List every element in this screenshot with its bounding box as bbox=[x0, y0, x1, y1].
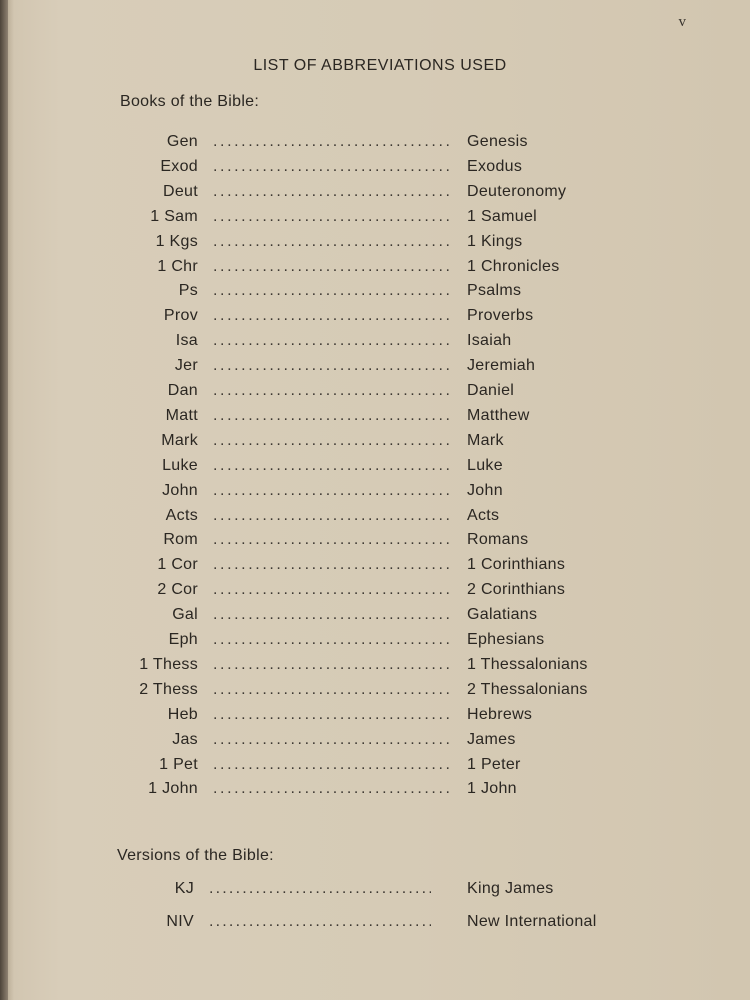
book-row bbox=[0, 731, 750, 753]
abbreviation: 1 Sam bbox=[150, 207, 198, 225]
dot-leader bbox=[213, 282, 449, 300]
abbreviation: 2 Cor bbox=[157, 581, 198, 599]
abbreviation: Jas bbox=[172, 730, 198, 748]
full-name: Luke bbox=[467, 456, 503, 474]
page-number: v bbox=[678, 14, 686, 30]
full-name: James bbox=[467, 730, 516, 748]
book-row bbox=[0, 158, 750, 180]
dot-leader bbox=[213, 581, 449, 599]
page-title: LIST OF ABBREVIATIONS USED bbox=[253, 57, 507, 74]
dot-leader bbox=[213, 631, 449, 649]
abbreviation: John bbox=[162, 481, 198, 499]
dot-leader bbox=[213, 756, 449, 774]
book-row bbox=[0, 457, 750, 479]
abbreviation: 2 Thess bbox=[139, 680, 198, 698]
dot-leader bbox=[213, 158, 449, 176]
book-row bbox=[0, 656, 750, 678]
abbreviation: Luke bbox=[162, 456, 198, 474]
book-row bbox=[0, 432, 750, 454]
abbreviation: Deut bbox=[163, 182, 198, 200]
dot-leader bbox=[213, 780, 449, 798]
dot-leader bbox=[209, 880, 431, 898]
books-section-label: Books of the Bible: bbox=[120, 93, 260, 110]
dot-leader bbox=[213, 482, 449, 500]
full-name: Romans bbox=[467, 531, 529, 549]
full-name: John bbox=[467, 481, 503, 499]
book-row bbox=[0, 332, 750, 354]
full-name: Proverbs bbox=[467, 307, 534, 325]
dot-leader bbox=[213, 233, 449, 251]
full-name: 1 John bbox=[467, 780, 517, 798]
book-row bbox=[0, 282, 750, 304]
versions-section-label: Versions of the Bible: bbox=[117, 847, 274, 864]
book-row bbox=[0, 482, 750, 504]
abbreviation: Exod bbox=[160, 157, 198, 175]
full-name: Mark bbox=[467, 431, 504, 449]
abbreviation: Gal bbox=[172, 606, 198, 624]
abbreviation: Dan bbox=[167, 382, 198, 399]
full-name: Matthew bbox=[467, 406, 530, 424]
book-row bbox=[0, 357, 750, 379]
full-name: Psalms bbox=[467, 282, 522, 300]
dot-leader bbox=[213, 556, 449, 574]
dot-leader bbox=[209, 913, 431, 931]
full-name: Daniel bbox=[467, 382, 515, 399]
full-name: Hebrews bbox=[467, 705, 533, 723]
full-name: 1 Thessalonians bbox=[467, 655, 588, 673]
dot-leader bbox=[213, 706, 449, 724]
full-name: Exodus bbox=[467, 157, 523, 175]
dot-leader bbox=[213, 606, 449, 624]
dot-leader bbox=[213, 307, 449, 325]
book-row bbox=[0, 507, 750, 529]
full-name: Galatians bbox=[467, 606, 538, 624]
book-row bbox=[0, 706, 750, 728]
book-row bbox=[0, 531, 750, 553]
dot-leader bbox=[213, 133, 449, 151]
abbreviation: Rom bbox=[163, 531, 198, 549]
full-name: 1 Peter bbox=[467, 755, 521, 773]
book-row bbox=[0, 258, 750, 280]
full-name: Isaiah bbox=[467, 332, 512, 350]
book-row bbox=[0, 307, 750, 329]
full-name: 1 Corinthians bbox=[467, 556, 566, 574]
full-name: Genesis bbox=[467, 133, 528, 150]
dot-leader bbox=[213, 332, 449, 350]
book-row bbox=[0, 133, 750, 155]
book-row bbox=[0, 606, 750, 628]
dot-leader bbox=[213, 183, 449, 201]
abbreviation: NIV bbox=[166, 913, 194, 930]
abbreviation: 1 Kgs bbox=[155, 232, 198, 250]
abbreviation: Heb bbox=[167, 705, 198, 723]
dot-leader bbox=[213, 407, 449, 425]
book-row bbox=[0, 183, 750, 205]
version-row bbox=[0, 913, 750, 935]
full-name: Acts bbox=[467, 506, 500, 524]
full-name: New International bbox=[467, 913, 597, 930]
book-row bbox=[0, 631, 750, 653]
full-name: Ephesians bbox=[467, 631, 545, 648]
abbreviation: 1 Chr bbox=[157, 257, 198, 275]
abbreviation: 1 Thess bbox=[139, 655, 198, 673]
book-row bbox=[0, 208, 750, 230]
abbreviation: Prov bbox=[163, 307, 198, 325]
book-row bbox=[0, 756, 750, 778]
dot-leader bbox=[213, 457, 449, 475]
version-row bbox=[0, 880, 750, 902]
book-row bbox=[0, 556, 750, 578]
abbreviation: Mark bbox=[161, 431, 198, 449]
full-name: 1 Samuel bbox=[467, 207, 537, 225]
dot-leader bbox=[213, 731, 449, 749]
abbreviation: Isa bbox=[175, 332, 198, 350]
book-row bbox=[0, 581, 750, 603]
dot-leader bbox=[213, 357, 449, 375]
full-name: 1 Chronicles bbox=[467, 257, 560, 275]
dot-leader bbox=[213, 656, 449, 674]
full-name: 2 Thessalonians bbox=[467, 680, 588, 698]
book-row bbox=[0, 407, 750, 429]
abbreviation: 1 Cor bbox=[157, 556, 198, 574]
dot-leader bbox=[213, 258, 449, 276]
book-row bbox=[0, 382, 750, 404]
abbreviation: Acts bbox=[165, 506, 198, 524]
abbreviation: Jer bbox=[174, 357, 198, 375]
abbreviation: Matt bbox=[165, 406, 198, 424]
full-name: King James bbox=[467, 880, 554, 897]
abbreviation: Gen bbox=[166, 133, 198, 150]
dot-leader bbox=[213, 208, 449, 226]
book-row bbox=[0, 681, 750, 703]
abbreviation: 1 John bbox=[148, 780, 198, 798]
dot-leader bbox=[213, 382, 449, 400]
full-name: 1 Kings bbox=[467, 232, 523, 250]
full-name: Jeremiah bbox=[467, 357, 536, 375]
abbreviation: KJ bbox=[174, 880, 194, 897]
full-name: Deuteronomy bbox=[467, 182, 567, 200]
dot-leader bbox=[213, 432, 449, 450]
dot-leader bbox=[213, 531, 449, 549]
dot-leader bbox=[213, 507, 449, 525]
abbreviation: Eph bbox=[168, 631, 198, 648]
book-row bbox=[0, 780, 750, 802]
full-name: 2 Corinthians bbox=[467, 581, 566, 599]
abbreviation: Ps bbox=[178, 282, 198, 300]
dot-leader bbox=[213, 681, 449, 699]
abbreviation: 1 Pet bbox=[159, 755, 198, 773]
book-row bbox=[0, 233, 750, 255]
